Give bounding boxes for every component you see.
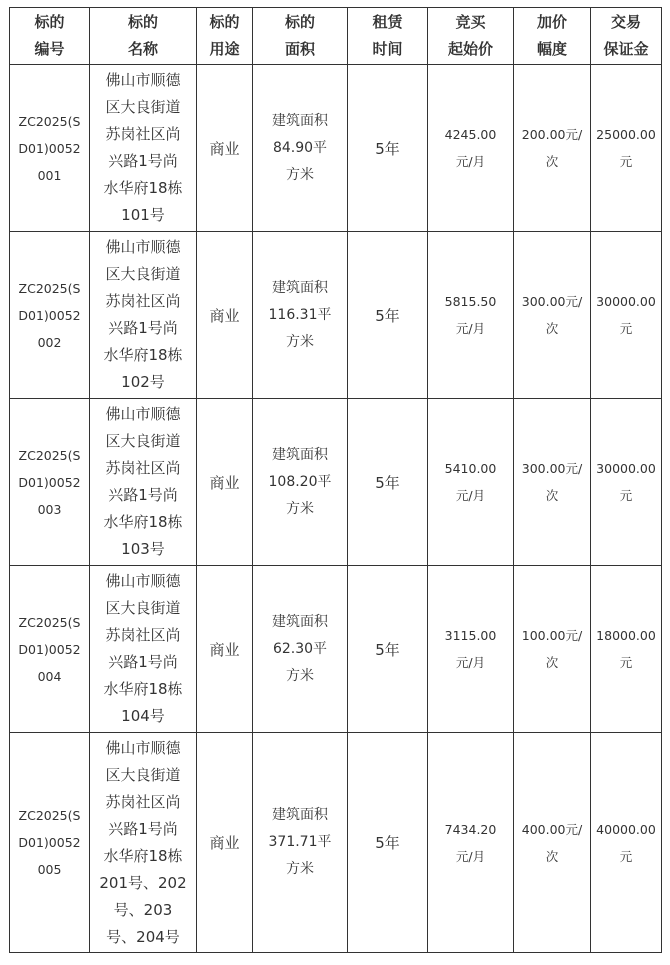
cell-deposit: 30000.00 元: [591, 232, 662, 399]
cell-term: 5年: [348, 65, 428, 232]
table-row: [10, 232, 662, 399]
cell-name: 佛山市顺德 区大良街道 苏岗社区尚 兴路1号尚 水华府18栋 104号: [90, 566, 197, 733]
cell-use: 商业: [197, 733, 253, 953]
cell-area: 建筑面积 116.31平 方米: [253, 232, 348, 399]
cell-code: ZC2025(S D01)0052 003: [10, 399, 90, 566]
cell-use: 商业: [197, 566, 253, 733]
cell-price: 5815.50 元/月: [428, 232, 514, 399]
lease-table: [9, 7, 662, 953]
header-increment: 加价 幅度: [514, 8, 591, 65]
cell-deposit: 18000.00 元: [591, 566, 662, 733]
cell-term: 5年: [348, 399, 428, 566]
cell-area: 建筑面积 371.71平 方米: [253, 733, 348, 953]
header-code: 标的 编号: [10, 8, 90, 65]
table-row: [10, 566, 662, 733]
cell-code: ZC2025(S D01)0052 004: [10, 566, 90, 733]
cell-increment: 100.00元/ 次: [514, 566, 591, 733]
cell-term: 5年: [348, 733, 428, 953]
cell-deposit: 25000.00 元: [591, 65, 662, 232]
header-name: 标的 名称: [90, 8, 197, 65]
cell-area: 建筑面积 62.30平 方米: [253, 566, 348, 733]
table-row: [10, 733, 662, 953]
header-price: 竞买 起始价: [428, 8, 514, 65]
header-deposit: 交易 保证金: [591, 8, 662, 65]
table-row: [10, 65, 662, 232]
cell-deposit: 30000.00 元: [591, 399, 662, 566]
table-row: [10, 399, 662, 566]
cell-increment: 400.00元/ 次: [514, 733, 591, 953]
header-row: [10, 8, 662, 65]
cell-price: 3115.00 元/月: [428, 566, 514, 733]
cell-increment: 200.00元/ 次: [514, 65, 591, 232]
header-use: 标的 用途: [197, 8, 253, 65]
cell-name: 佛山市顺德 区大良街道 苏岗社区尚 兴路1号尚 水华府18栋 101号: [90, 65, 197, 232]
cell-area: 建筑面积 84.90平 方米: [253, 65, 348, 232]
cell-deposit: 40000.00 元: [591, 733, 662, 953]
cell-name: 佛山市顺德 区大良街道 苏岗社区尚 兴路1号尚 水华府18栋 201号、202 号、203 号、204号: [90, 733, 197, 953]
cell-name: 佛山市顺德 区大良街道 苏岗社区尚 兴路1号尚 水华府18栋 102号: [90, 232, 197, 399]
cell-use: 商业: [197, 232, 253, 399]
header-area: 标的 面积: [253, 8, 348, 65]
cell-price: 4245.00 元/月: [428, 65, 514, 232]
header-term: 租赁 时间: [348, 8, 428, 65]
cell-increment: 300.00元/ 次: [514, 232, 591, 399]
cell-code: ZC2025(S D01)0052 001: [10, 65, 90, 232]
cell-area: 建筑面积 108.20平 方米: [253, 399, 348, 566]
cell-code: ZC2025(S D01)0052 002: [10, 232, 90, 399]
cell-price: 7434.20 元/月: [428, 733, 514, 953]
cell-increment: 300.00元/ 次: [514, 399, 591, 566]
cell-use: 商业: [197, 399, 253, 566]
cell-term: 5年: [348, 232, 428, 399]
cell-code: ZC2025(S D01)0052 005: [10, 733, 90, 953]
cell-term: 5年: [348, 566, 428, 733]
cell-price: 5410.00 元/月: [428, 399, 514, 566]
cell-use: 商业: [197, 65, 253, 232]
cell-name: 佛山市顺德 区大良街道 苏岗社区尚 兴路1号尚 水华府18栋 103号: [90, 399, 197, 566]
